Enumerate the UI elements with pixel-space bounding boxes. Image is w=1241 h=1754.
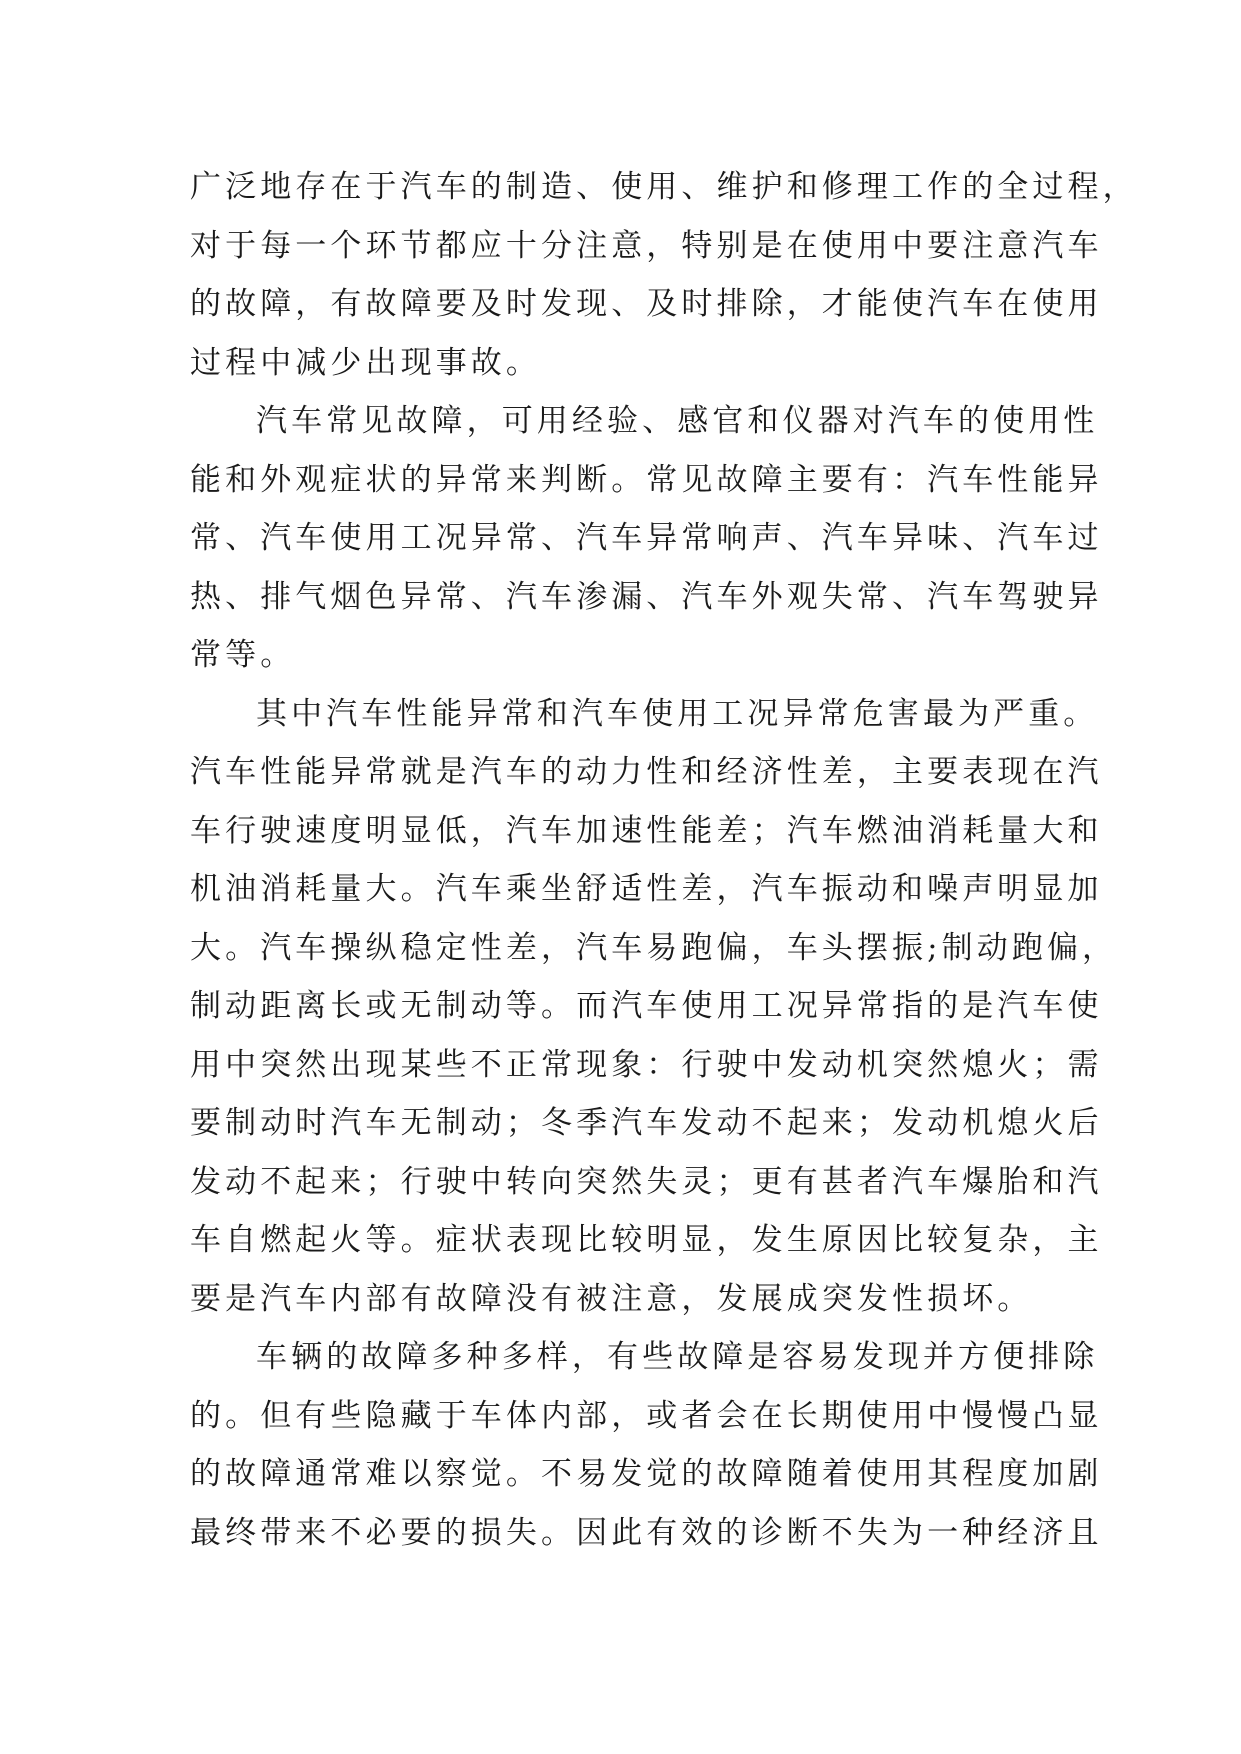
text-line: 机油消耗量大。汽车乘坐舒适性差，汽车振动和噪声明显加 [190,871,1103,907]
text-line: 广泛地存在于汽车的制造、使用、维护和修理工作的全过程， [190,169,1138,205]
text-line: 过程中减少出现事故。 [190,344,541,381]
text-line: 能和外观症状的异常来判断。常见故障主要有：汽车性能异 [190,461,1103,498]
text-line: 常、汽车使用工况异常、汽车异常响声、汽车异味、汽车过 [190,520,1103,556]
text-line: 对于每一个环节都应十分注意，特别是在使用中要注意汽车 [190,227,1103,264]
text-line: 热、排气烟色异常、汽车渗漏、汽车外观失常、汽车驾驶异 [190,578,1103,615]
text-line: 大。汽车操纵稳定性差，汽车易跑偏，车头摆振;制动跑偏， [190,929,1118,966]
text-line: 常等。 [190,637,296,673]
text-line: 用中突然出现某些不正常现象：行驶中发动机突然熄火；需 [190,1046,1103,1083]
text-line: 车自燃起火等。症状表现比较明显，发生原因比较复杂，主 [190,1222,1103,1258]
text-line: 汽车常见故障，可用经验、感官和仪器对汽车的使用性 [256,403,1099,439]
text-line: 的故障通常难以察觉。不易发觉的故障随着使用其程度加剧 [190,1456,1103,1492]
text-line: 车行驶速度明显低，汽车加速性能差；汽车燃油消耗量大和 [190,812,1103,849]
text-line: 车辆的故障多种多样，有些故障是容易发现并方便排除 [256,1339,1099,1375]
text-line: 其中汽车性能异常和汽车使用工况异常危害最为严重。 [256,695,1099,732]
body-text [190,158,1138,1562]
text-line: 要制动时汽车无制动；冬季汽车发动不起来；发动机熄火后 [190,1105,1103,1141]
text-line: 最终带来不必要的损失。因此有效的诊断不失为一种经济且 [190,1514,1103,1551]
text-line: 的。但有些隐藏于车体内部，或者会在长期使用中慢慢凸显 [190,1397,1103,1434]
text-line: 发动不起来；行驶中转向突然失灵；更有甚者汽车爆胎和汽 [190,1163,1103,1200]
text-line: 汽车性能异常就是汽车的动力性和经济性差，主要表现在汽 [190,754,1103,790]
text-line: 制动距离长或无制动等。而汽车使用工况异常指的是汽车使 [190,988,1103,1024]
text-line: 要是汽车内部有故障没有被注意，发展成突发性损坏。 [190,1280,1033,1317]
text-line: 的故障，有故障要及时发现、及时排除，才能使汽车在使用 [190,286,1103,322]
